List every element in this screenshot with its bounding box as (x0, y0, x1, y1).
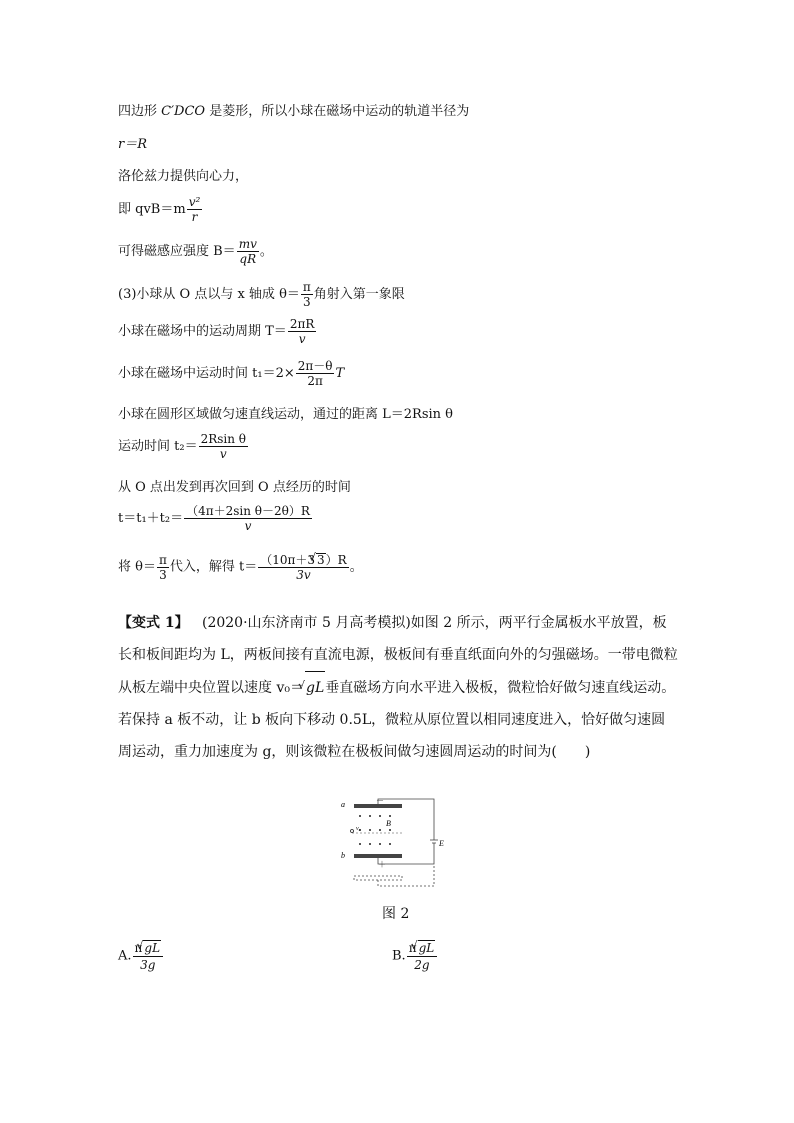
sqrt: √ gL (143, 940, 161, 955)
fraction (133, 940, 164, 972)
denominator: 3v (296, 568, 311, 582)
var: C′DCO (161, 104, 206, 119)
fraction (157, 554, 169, 581)
option-letter: A. (118, 948, 132, 964)
solution-line-4 (118, 196, 203, 223)
text: 四边形 (118, 104, 162, 119)
text: 。 (259, 244, 273, 259)
solution-line-2: r＝R (118, 137, 148, 152)
solution-line-9: 小球在圆形区域做匀速直线运动，通过的距离 L＝2Rsin θ (118, 407, 453, 422)
label-E: E (439, 839, 444, 848)
text: 代入，解得 t＝ (169, 559, 258, 575)
text: （10π＋3 (260, 553, 316, 567)
label-a: a (341, 800, 345, 809)
numerator (407, 940, 438, 957)
denominator: v (244, 519, 252, 533)
solution-line-10 (118, 433, 249, 460)
text: (2020·山东济南市 5 月高考模拟)如图 2 所示，两平行金属板水平放置，板长和板间距均为 L，两板间接有直流电源，极板间有垂直纸面向外的匀强磁场。一带电微粒从板左端中央位置以速度 v₀＝ (118, 615, 678, 696)
label-v0: v₀ (356, 826, 361, 832)
text: 是菱形，所以小球在磁场中运动的轨道半径为 (205, 104, 470, 119)
denominator: 3g (140, 958, 156, 972)
option-letter: B. (392, 948, 406, 964)
wire-bottom (378, 843, 434, 864)
circuit-figure (338, 796, 448, 891)
sqrt: √ gL (305, 671, 325, 704)
fraction (237, 238, 259, 265)
text: π (408, 941, 417, 955)
solution-line-6 (118, 281, 405, 308)
solution-line-11: 从 O 点出发到再次回到 O 点经历的时间 (118, 480, 351, 495)
numerator: 2Rsin θ (200, 432, 247, 446)
solution-line-13 (118, 553, 363, 581)
text: 运动时间 t₂＝ (118, 439, 198, 454)
text: 。 (349, 559, 363, 575)
solution-line-5 (118, 238, 273, 265)
numerator: （4π＋2sin θ－2θ）R (186, 504, 310, 518)
text: T (335, 366, 345, 381)
label-B: B (386, 819, 391, 828)
plus-sign: ＋ (378, 860, 386, 869)
option-b[interactable] (392, 940, 438, 972)
denominator: 3 (159, 567, 167, 582)
plate-b (354, 854, 402, 858)
numerator: mv (238, 237, 257, 251)
text: 角射入第一象限 (313, 287, 405, 302)
denominator: v (219, 447, 227, 461)
text: 即 qvB＝m (118, 202, 186, 217)
particle (351, 830, 354, 833)
denominator: 3 (303, 295, 311, 309)
solution-line-12 (118, 505, 313, 532)
fraction (258, 553, 348, 581)
fraction (199, 433, 248, 460)
text: 垂直磁场方向水平进入极板，微粒恰好做匀速直线运动。若保持 a 板不动，让 b 板向下移动 0.5L，微粒从原位置以相同速度进入，恰好做匀速圆周运动，重力加速度为 g，则该微粒在极板间做匀速圆周运动的时间为( ) (118, 680, 676, 760)
text: 可得磁感应强度 B＝ (118, 244, 236, 259)
text: t＝t₁＋t₂＝ (118, 511, 184, 526)
option-a[interactable] (118, 940, 164, 972)
numerator: π (302, 280, 311, 294)
minus-sign: － (376, 796, 384, 805)
fraction (184, 505, 312, 532)
text: 小球在磁场中的运动周期 T＝ (118, 324, 287, 339)
sqrt: √ gL (418, 940, 436, 955)
wire-moved (378, 864, 434, 886)
denominator: v (298, 332, 306, 346)
denominator: qR (239, 252, 257, 266)
sqrt: √ 3 (316, 553, 326, 566)
solution-line-3: 洛伦兹力提供向心力， (118, 169, 249, 184)
fraction (296, 360, 335, 387)
fraction (301, 281, 313, 308)
numerator: v² (188, 195, 201, 209)
text: 将 θ＝ (118, 559, 156, 575)
numerator: 2π－θ (297, 359, 333, 373)
numerator (133, 940, 164, 957)
fraction (407, 940, 438, 972)
figure-caption: 图 2 (382, 906, 410, 922)
fraction (187, 196, 203, 223)
numerator (258, 553, 348, 568)
solution-line-8 (118, 360, 344, 387)
label-b: b (341, 851, 345, 860)
solution-line-7 (118, 318, 317, 345)
variant-problem (118, 607, 678, 768)
denominator: r (191, 210, 198, 224)
solution-line-1 (118, 105, 469, 118)
plate-b-moved (354, 876, 402, 880)
numerator: π (158, 552, 167, 567)
text: ）R (325, 553, 347, 567)
denominator: 2π (307, 374, 323, 388)
numerator: 2πR (289, 317, 315, 331)
text: (3)小球从 O 点以与 x 轴成 θ＝ (118, 287, 300, 302)
fraction (288, 318, 317, 345)
text: π (134, 941, 143, 955)
denominator: 2g (414, 958, 430, 972)
text: 小球在磁场中运动时间 t₁＝2× (118, 366, 295, 381)
variant-tag: 【变式 1】 (118, 615, 189, 631)
